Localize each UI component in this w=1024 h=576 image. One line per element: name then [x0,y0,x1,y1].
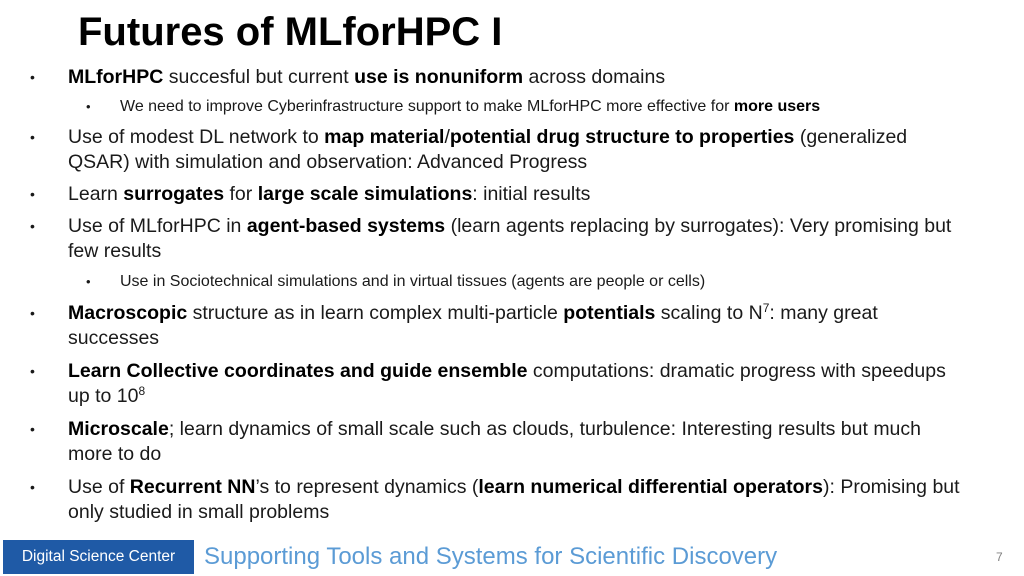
sub-bullet-item [86,271,980,293]
bold-run: use is nonuniform [354,66,524,88]
bullet-text [68,302,878,349]
bold-run: MLforHPC [68,66,164,88]
bullet-dot-icon: • [30,218,35,234]
slide-title: Futures of MLforHPC I [78,10,503,54]
text-run: / [444,126,450,148]
bullet-text [120,273,705,290]
bold-run: potentials [563,302,656,324]
bullet-item [30,475,968,525]
bold-run: Macroscopic [68,302,188,324]
bullet-item [30,214,968,264]
bullet-item [30,125,968,175]
bold-run: map material [324,126,445,148]
bold-run: potential drug structure to properties [449,126,795,148]
bold-run: more users [733,98,821,115]
text-run: Use of MLforHPC in [68,215,247,237]
footer-tagline: Supporting Tools and Systems for Scientific Discovery [204,543,778,570]
text-run: for [224,183,258,205]
bullet-item [30,359,968,409]
text-run: computations: dramatic progress with speedups up to 10 [68,360,946,407]
bullet-dot-icon: • [30,363,35,379]
bullet-text [68,215,951,262]
text-run: (learn agents replacing by surrogates): Very promising but few results [68,215,952,262]
text-run: Use of modest DL network to [68,126,325,148]
bullet-dot-icon: • [86,99,91,114]
text-run: across domains [523,66,666,88]
text-run: Use in Sociotechnical simulations and in virtual tissues (agents are people or cells) [120,273,706,290]
bullet-text [68,183,590,205]
bullet-dot-icon: • [30,69,35,85]
bullet-dot-icon: • [30,129,35,145]
page-number: 7 [996,550,1003,564]
bold-run: Recurrent NN [129,476,256,498]
text-run: structure as in learn complex multi-particle [187,302,564,324]
bullet-dot-icon: • [30,186,35,202]
bullet-text [68,418,921,465]
text-run: We need to improve Cyberinfrastructure support to make MLforHPC more effective for [120,98,734,115]
bold-run: agent-based systems [246,215,446,237]
superscript: 7 [762,301,770,315]
text-run: Learn [68,183,124,205]
footer-badge: Digital Science Center [3,540,194,574]
bold-run: Learn Collective coordinates and guide ensemble [68,360,528,382]
text-run: succesful but current [163,66,355,88]
bold-run: learn numerical differential operators [478,476,823,498]
bullet-dot-icon: • [86,274,91,289]
text-run: scaling to N [655,302,763,324]
bullet-text [120,98,820,115]
bullet-dot-icon: • [30,479,35,495]
bullet-item [30,417,968,467]
text-run: ): Promising but only studied in small problems [68,476,960,523]
bullet-text [68,66,665,88]
bold-run: Microscale [68,418,169,440]
bullet-text [68,476,960,523]
bullet-text [68,126,907,173]
text-run: (generalized QSAR) with simulation and observation: Advanced Progress [68,126,908,173]
bold-run: large scale simulations [257,183,473,205]
bullet-item [30,65,968,90]
text-run: : many great successes [68,302,878,349]
bullet-dot-icon: • [30,421,35,437]
sub-bullet-item [86,96,980,118]
text-run: ’s to represent dynamics ( [255,476,479,498]
bullet-dot-icon: • [30,305,35,321]
text-run: Use of [68,476,130,498]
superscript: 8 [138,384,146,398]
bullet-item [30,301,968,351]
text-run: ; learn dynamics of small scale such as clouds, turbulence: Interesting results but much more to do [68,418,922,465]
text-run: : initial results [472,183,591,205]
bullet-text [68,360,946,407]
bold-run: surrogates [123,183,225,205]
bullet-item [30,182,968,207]
